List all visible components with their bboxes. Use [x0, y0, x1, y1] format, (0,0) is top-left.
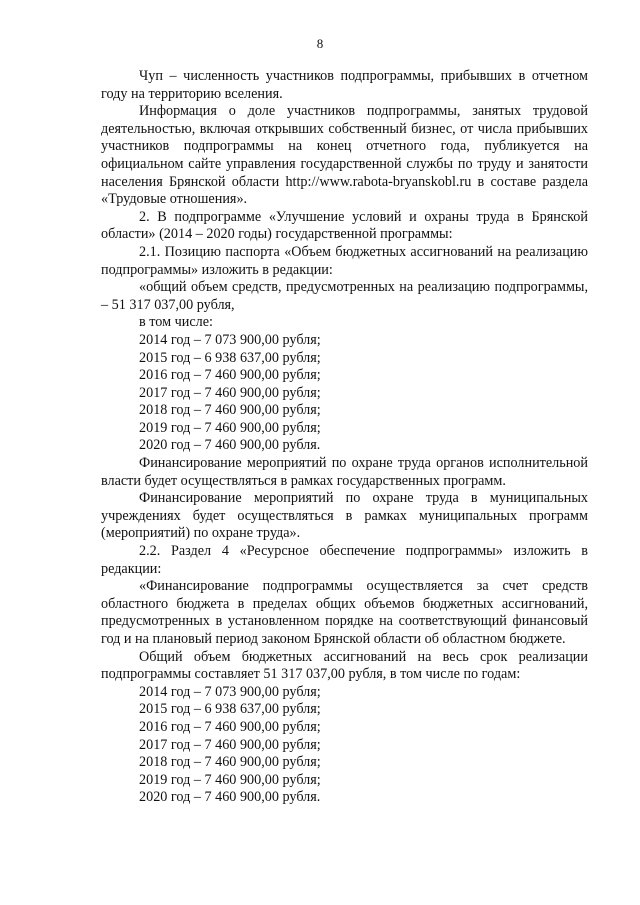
list-item: 2016 год – 7 460 900,00 рубля; — [139, 367, 321, 384]
paragraph: Информация о доле участников подпрограммы, занятых трудовой деятельностью, включая открывших собственный бизнес, от числа прибывших участников подпрограммы на конец отчетного года, публикуется на официальном сайте управления государственной службы по труду и занятости населения Брянской области http://www.rabota-bryanskobl.ru в составе раздела «Трудовые отношения». — [101, 103, 588, 208]
paragraph: 2. В подпрограмме «Улучшение условий и охраны труда в Брянской области» (2014 – 2020 годы) государственной программы: — [101, 208, 588, 243]
list-item: 2017 год – 7 460 900,00 рубля; — [139, 736, 321, 753]
list-item: 2019 год – 7 460 900,00 рубля; — [139, 419, 321, 436]
document-body — [101, 68, 588, 807]
list-item: 2020 год – 7 460 900,00 рубля. — [139, 437, 321, 454]
years-list-2 — [101, 684, 588, 807]
paragraph: «Финансирование подпрограммы осуществляется за счет средств областного бюджета в пределах общих объемов бюджетных ассигнований, предусмотренных в установленном порядке на соответствующий финансовый год и на плановый период законом Брянской области об областном бюджете. — [101, 578, 588, 647]
list-item: 2019 год – 7 460 900,00 рубля; — [139, 771, 321, 788]
list-item: 2017 год – 7 460 900,00 рубля; — [139, 384, 321, 401]
paragraph: Финансирование мероприятий по охране труда в муниципальных учреждениях будет осуществляться в рамках муниципальных программ (мероприятий) по охране труда». — [101, 490, 588, 542]
list-item: 2018 год – 7 460 900,00 рубля; — [139, 402, 321, 419]
paragraph: «общий объем средств, предусмотренных на реализацию подпрограммы, – 51 317 037,00 рубля, — [101, 279, 588, 313]
page-number: 8 — [316, 36, 324, 51]
list-item: 2015 год – 6 938 637,00 рубля; — [139, 349, 321, 366]
list-item: 2016 год – 7 460 900,00 рубля; — [139, 718, 321, 735]
list-intro: в том числе: — [139, 314, 213, 331]
list-item: 2015 год – 6 938 637,00 рубля; — [139, 701, 321, 718]
paragraph: 2.1. Позицию паспорта «Объем бюджетных ассигнований на реализацию подпрограммы» изложить в редакции: — [101, 243, 588, 278]
list-item: 2014 год – 7 073 900,00 рубля; — [139, 683, 321, 700]
years-list-1 — [101, 332, 588, 455]
paragraph: 2.2. Раздел 4 «Ресурсное обеспечение подпрограммы» изложить в редакции: — [101, 543, 588, 577]
paragraph: Чуп – численность участников подпрограммы, прибывших в отчетном году на территорию вселения. — [101, 68, 588, 102]
list-item: 2018 год – 7 460 900,00 рубля; — [139, 754, 321, 771]
paragraph: Финансирование мероприятий по охране труда органов исполнительной власти будет осуществляться в рамках государственных программ. — [101, 455, 588, 489]
paragraph: Общий объем бюджетных ассигнований на весь срок реализации подпрограммы составляет 51 317 037,00 рубля, в том числе по годам: — [101, 648, 588, 683]
list-item: 2014 год – 7 073 900,00 рубля; — [139, 331, 321, 348]
list-item: 2020 год – 7 460 900,00 рубля. — [139, 789, 321, 806]
